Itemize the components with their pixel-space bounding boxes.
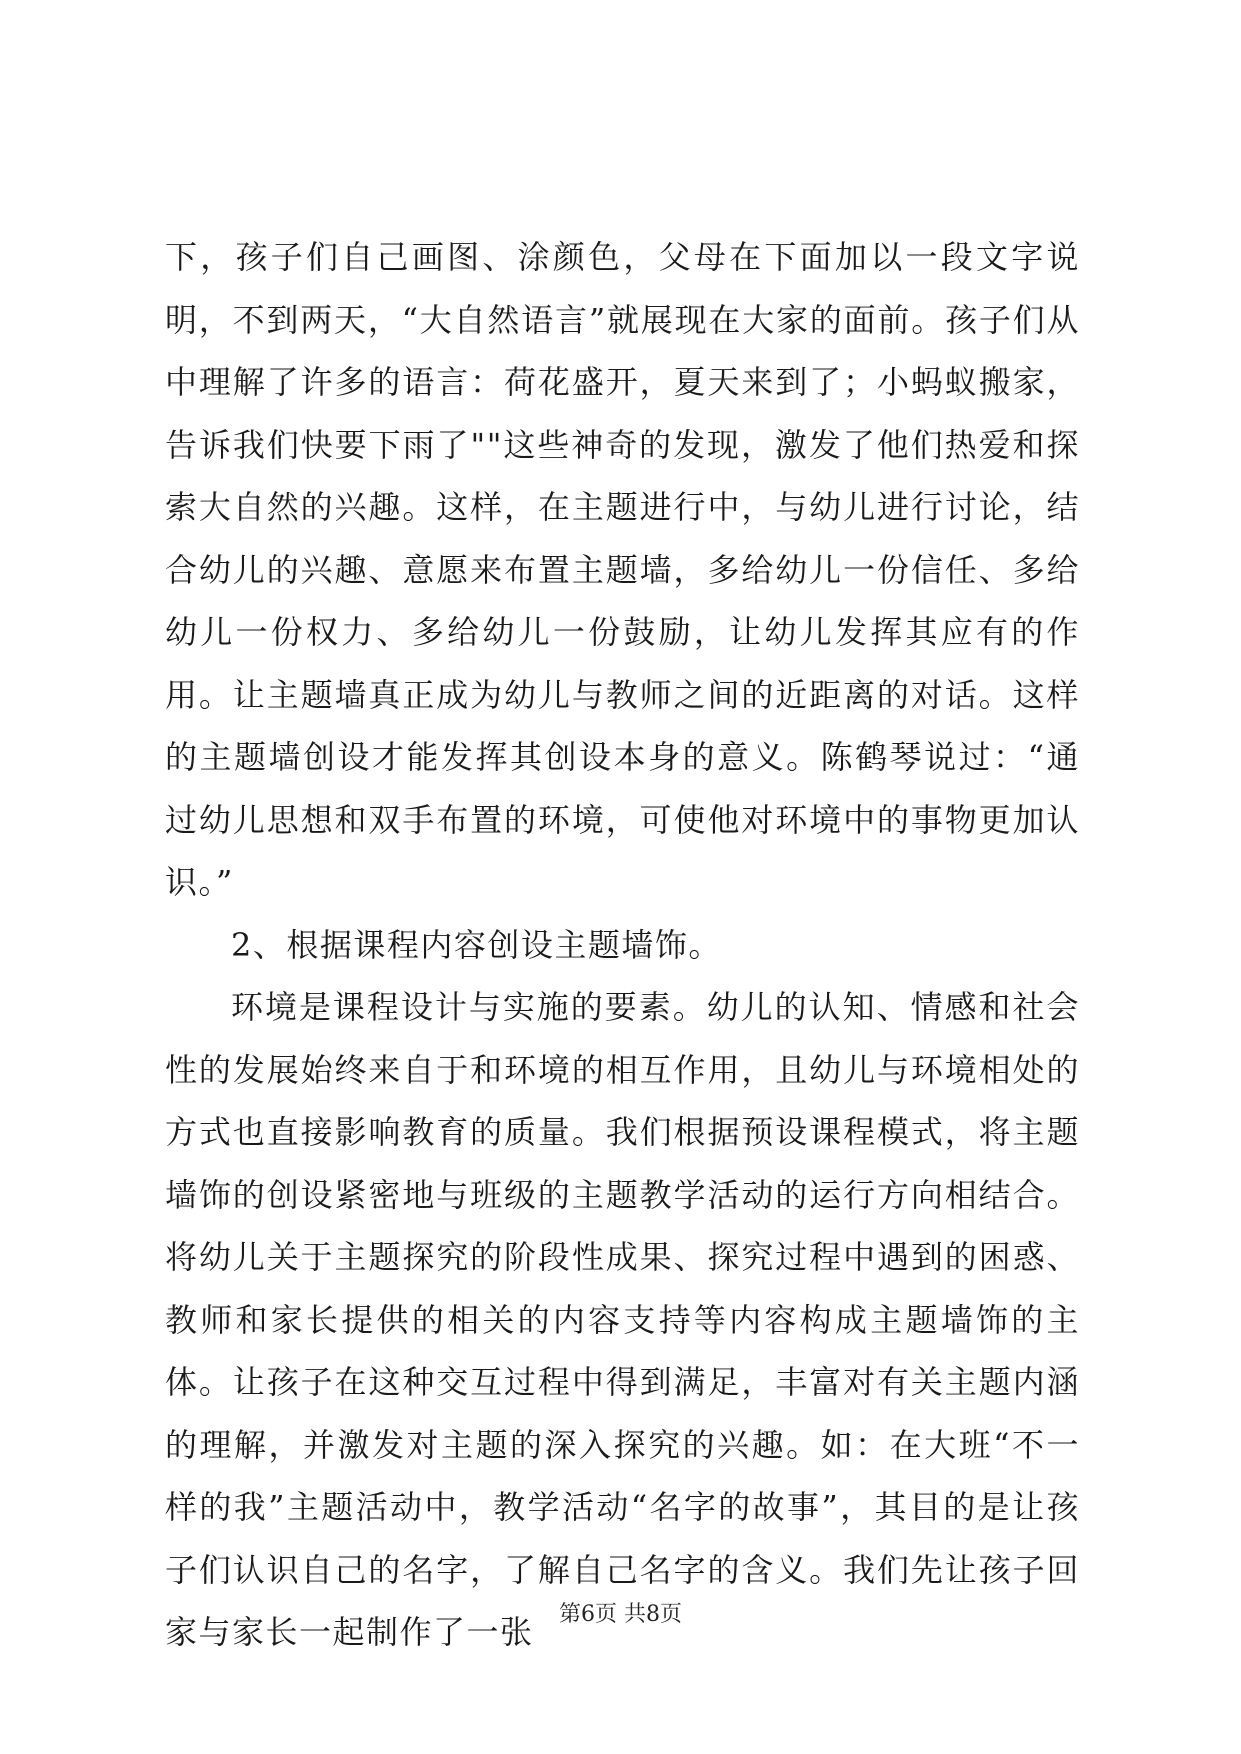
paragraph-environment: 环境是课程设计与实施的要素。幼儿的认知、情感和社会性的发展始终来自于和环境的相互作用，且幼儿与环境相处的方式也直接影响教育的质量。我们根据预设课程模式，将主题墙饰的创设紧密地与班级的主题教学活动的运行方向相结合。将幼儿关于主题探究的阶段性成果、探究过程中遇到的困惑、教师和家长提供的相关的内容支持等内容构成主题墙饰的主体。让孩子在这种交互过程中得到满足，丰富对有关主题内涵的理解，并激发对主题的深入探究的兴趣。如：在大班“不一样的我”主题活动中，教学活动“名字的故事”，其目的是让孩子们认识自己的名字，了解自己名字的含义。我们先让孩子回家与家长一起制作了一张: [165, 988, 1080, 1651]
document-body: [165, 226, 1080, 1664]
paragraph-continued: 下，孩子们自己画图、涂颜色，父母在下面加以一段文字说明，不到两天，“大自然语言”就展现在大家的面前。孩子们从中理解了许多的语言：荷花盛开，夏天来到了；小蚂蚁搬家，告诉我们快要下雨了""这些神奇的发现，激发了他们热爱和探索大自然的兴趣。这样，在主题进行中，与幼儿进行讨论，结合幼儿的兴趣、意愿来布置主题墙，多给幼儿一份信任、多给幼儿一份权力、多给幼儿一份鼓励，让幼儿发挥其应有的作用。让主题墙真正成为幼儿与教师之间的近距离的对话。这样的主题墙创设才能发挥其创设本身的意义。陈鹤琴说过：“通过幼儿思想和双手布置的环境，可使他对环境中的事物更加认识。”: [165, 238, 1080, 901]
section-heading-2: 2、根据课程内容创设主题墙饰。: [231, 925, 722, 964]
page-number-footer: 第6页 共8页: [559, 1602, 682, 1627]
